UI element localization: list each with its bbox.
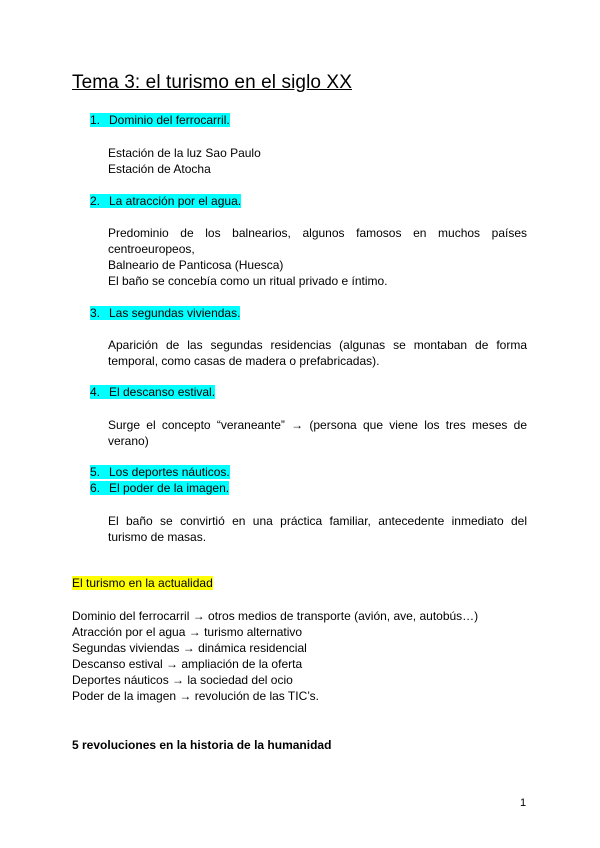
- item-label: El poder de la imagen.: [109, 481, 230, 495]
- section-heading-text: El turismo en la actualidad: [72, 576, 213, 590]
- item-number: 1.: [90, 113, 101, 127]
- item-highlight: [90, 481, 229, 495]
- item-number: 5.: [90, 465, 101, 479]
- text-line: Aparición de las segundas residencias (algunas se montaban de forma temporal, como casas de madera o prefabricadas).: [108, 338, 527, 368]
- item-highlight: [90, 194, 241, 208]
- list-item-6: [90, 481, 229, 496]
- item-label: Dominio del ferrocarril.: [109, 113, 230, 127]
- text-line: Estación de Atocha: [108, 162, 211, 176]
- item-label: Los deportes náuticos.: [109, 465, 230, 479]
- item-highlight: [90, 113, 230, 127]
- list-line: Deportes náuticos → la sociedad del ocio: [72, 673, 293, 687]
- item-label: La atracción por el agua.: [109, 194, 242, 208]
- item-number: 3.: [90, 306, 101, 320]
- text-line: Surge el concepto “veraneante” → (persona que viene los tres meses de verano): [108, 418, 527, 448]
- page-number: 1: [520, 797, 527, 809]
- item-highlight: [90, 306, 240, 320]
- list-item-2: [90, 194, 241, 209]
- item-highlight: [90, 385, 215, 399]
- item-number: 4.: [90, 385, 101, 399]
- actualidad-list: [72, 608, 478, 704]
- item-1-text: [108, 145, 527, 177]
- item-number: 2.: [90, 194, 101, 208]
- list-line: Descanso estival → ampliación de la oferta: [72, 657, 303, 671]
- list-item-5: [90, 465, 230, 480]
- item-number: 6.: [90, 481, 101, 495]
- text-line: Balneario de Panticosa (Huesca): [108, 258, 284, 272]
- item-4-text: [108, 417, 527, 449]
- item-label: Las segundas viviendas.: [109, 306, 241, 320]
- text-line: El baño se concebía como un ritual privado e íntimo.: [108, 274, 388, 288]
- list-line: Poder de la imagen → revolución de las TIC’s.: [72, 689, 320, 703]
- list-line: Segundas viviendas → dinámica residencial: [72, 641, 307, 655]
- item-highlight: [90, 465, 230, 479]
- text-line: El baño se convirtió en una práctica familiar, antecedente inmediato del turismo de masas.: [108, 514, 527, 544]
- list-item-3: [90, 306, 240, 321]
- item-label: El descanso estival.: [109, 385, 216, 399]
- list-item-4: [90, 385, 215, 400]
- item-3-text: [108, 337, 527, 369]
- item-6-text: [108, 513, 527, 545]
- page-title: Tema 3: el turismo en el siglo XX: [72, 72, 352, 93]
- list-item-1: [90, 113, 230, 128]
- revoluciones-heading: 5 revoluciones en la historia de la humanidad: [72, 738, 332, 752]
- text-line: Predominio de los balnearios, algunos famosos en muchos países centroeuropeos,: [108, 226, 527, 256]
- section-heading-actualidad: [72, 576, 213, 591]
- item-2-text: [108, 225, 527, 289]
- list-line: Dominio del ferrocarril → otros medios de transporte (avión, ave, autobús…): [72, 609, 479, 623]
- text-line: Estación de la luz Sao Paulo: [108, 146, 261, 160]
- list-line: Atracción por el agua → turismo alternativo: [72, 625, 303, 639]
